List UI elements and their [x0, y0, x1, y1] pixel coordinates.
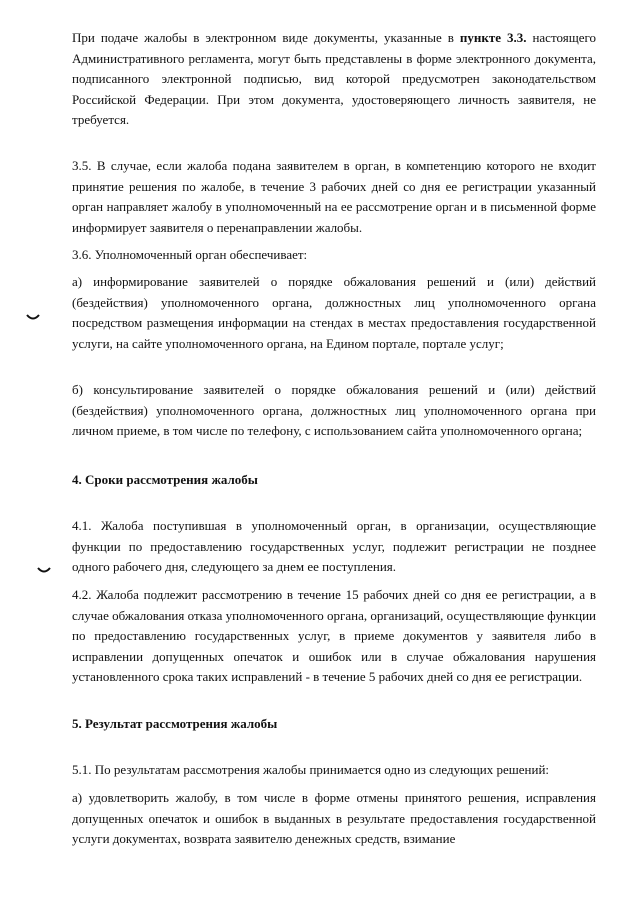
- paragraph-4-2: 4.2. Жалоба подлежит рассмотрению в течение 15 рабочих дней со дня ее регистрации, а в случае обжалования отказа уполномоченного органа, организаций, осуществляющие функции по предоставлению государственных услуг, в приеме документов у заявителя либо в исправлении допущенных опечаток и ошибок или в случае обжалования нарушения установленного срока таких исправлений - в течение 5 рабочих дней со дня ее регистрации.: [72, 587, 596, 684]
- section-heading-4: 4. Сроки рассмотрения жалобы: [72, 472, 258, 487]
- paragraph-5-1-a: а) удовлетворить жалобу, в том числе в форме отмены принятого решения, исправления допущенных опечаток и ошибок в выданных в результате предоставления государственной услуги документах, возврата заявителю денежных средств, взимание: [72, 790, 596, 846]
- binding-mark-icon: [37, 566, 51, 574]
- section-heading-5: 5. Результат рассмотрения жалобы: [72, 716, 278, 731]
- paragraph-3-6-b: б) консультирование заявителей о порядке обжалования решений и (или) действий (бездействия) уполномоченного органа, должностных лиц уполномоченного органа при личном приеме, в том числе по телефону, с использованием сайта уполномоченного органа;: [72, 382, 596, 438]
- paragraph-3-6-a: а) информирование заявителей о порядке обжалования решений и (или) действий (бездействия) уполномоченного органа, должностных лиц уполномоченного органа посредством размещения информации на стендах в местах предоставления государственной услуги, на сайте уполномоченного органа, на Едином портале, портале услуг;: [72, 274, 596, 351]
- paragraph-3-6: 3.6. Уполномоченный орган обеспечивает:: [72, 247, 308, 262]
- paragraph-electronic-submission: [72, 28, 596, 131]
- paragraph-4-1: 4.1. Жалоба поступившая в уполномоченный орган, в организации, осуществляющие функции по предоставлению государственных услуг, подлежит регистрации не позднее одного рабочего дня, следующего за днем ее поступления.: [72, 518, 596, 574]
- p1-reference: пункте 3.3.: [459, 30, 527, 45]
- paragraph-3-5: 3.5. В случае, если жалоба подана заявителем в орган, в компетенцию которого не входит принятие решения по жалобе, в течение 3 рабочих дней со дня ее регистрации указанный орган направляет жалобу в уполномоченный на ее рассмотрение орган и в письменной форме информирует заявителя о перенаправлении жалобы.: [72, 158, 596, 235]
- p1-text-after: настоящего Административного регламента, могут быть представлены в форме электронного документа, подписанного электронной подписью, вид которой предусмотрен законодательством Российской Федерации. При этом документа, удостоверяющего личность заявителя, не требуется.: [72, 30, 596, 127]
- binding-mark-icon: [26, 313, 40, 321]
- paragraph-5-1: 5.1. По результатам рассмотрения жалобы принимается одно из следующих решений:: [72, 762, 550, 777]
- p1-text-before: При подаче жалобы в электронном виде документы, указанные в: [72, 30, 460, 45]
